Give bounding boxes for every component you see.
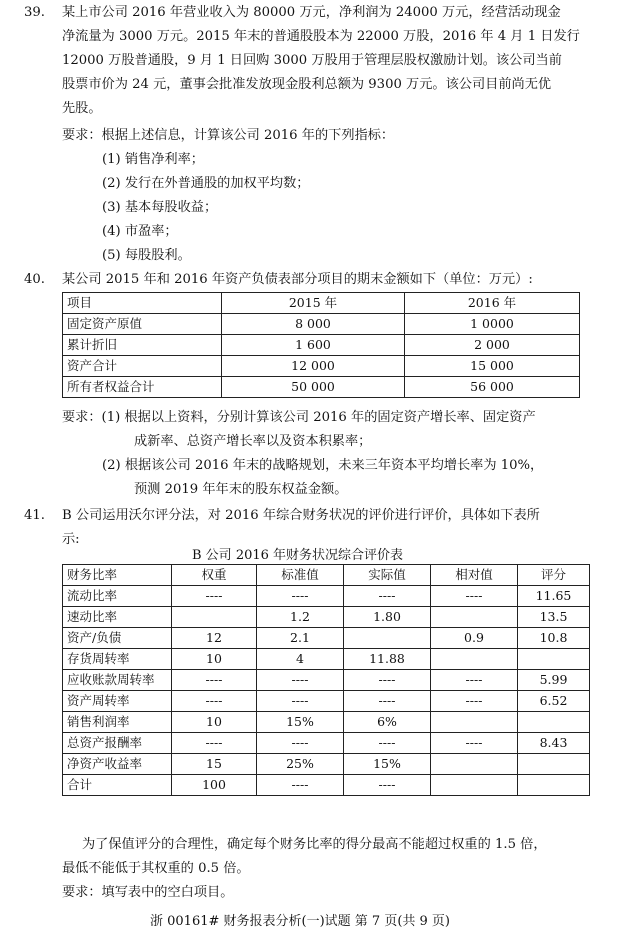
header-cell: 财务比率: [63, 565, 172, 586]
table-cell: ----: [344, 586, 431, 607]
page-footer: 浙 00161# 财务报表分析(一)试题 第 7 页(共 9 页): [150, 914, 451, 929]
table-cell: [518, 649, 590, 670]
table-row: [63, 691, 590, 712]
table-cell: 10: [172, 649, 257, 670]
q41-table-caption: B 公司 2016 年财务状况综合评价表: [192, 548, 404, 563]
table-row: [63, 628, 590, 649]
table-cell: [431, 754, 518, 775]
table-cell: 10: [172, 712, 257, 733]
wall-score-table: [62, 564, 590, 796]
table-row: [63, 314, 580, 335]
table-cell: [431, 712, 518, 733]
table-cell: ----: [431, 691, 518, 712]
table-cell: ----: [431, 733, 518, 754]
table-cell: 6%: [344, 712, 431, 733]
table-cell: 2 000: [405, 335, 580, 356]
table-cell: ----: [172, 586, 257, 607]
table-cell: 净资产收益率: [63, 754, 172, 775]
table-row: [63, 356, 580, 377]
q41-intro-2: 示:: [62, 532, 80, 547]
table-cell: ----: [257, 670, 344, 691]
header-cell: 2016 年: [405, 293, 580, 314]
table-row: [63, 670, 590, 691]
q39-line-5: 先股。: [62, 101, 102, 116]
table-cell: 资产合计: [63, 356, 222, 377]
table-cell: 1 0000: [405, 314, 580, 335]
table-cell: ----: [431, 670, 518, 691]
table-cell: [344, 628, 431, 649]
table-row: [63, 733, 590, 754]
table-header-row: [63, 565, 590, 586]
table-row: [63, 607, 590, 628]
table-cell: ----: [172, 733, 257, 754]
table-cell: 100: [172, 775, 257, 796]
table-cell: 资产/负债: [63, 628, 172, 649]
q39-item-2: (2) 发行在外普通股的加权平均数；: [102, 176, 310, 191]
table-header-row: [63, 293, 580, 314]
table-cell: ----: [257, 691, 344, 712]
table-cell: 5.99: [518, 670, 590, 691]
q39-line-4: 股票市价为 24 元，董事会批准发放现金股利总额为 9300 万元。该公司目前尚无优: [62, 77, 552, 92]
table-cell: [518, 712, 590, 733]
table-cell: 10.8: [518, 628, 590, 649]
table-cell: [431, 775, 518, 796]
table-cell: 56 000: [405, 377, 580, 398]
table-cell: ----: [172, 691, 257, 712]
q41-requirement: 要求：填写表中的空白项目。: [62, 885, 234, 900]
q39-item-3: (3) 基本每股收益；: [102, 200, 218, 215]
table-cell: 合计: [63, 775, 172, 796]
table-cell: [518, 775, 590, 796]
table-cell: 存货周转率: [63, 649, 172, 670]
header-cell: 评分: [518, 565, 590, 586]
table-cell: 11.65: [518, 586, 590, 607]
q39-item-4: (4) 市盈率；: [102, 224, 178, 239]
table-cell: 15%: [257, 712, 344, 733]
table-row: [63, 712, 590, 733]
table-cell: 1.80: [344, 607, 431, 628]
table-cell: ----: [344, 775, 431, 796]
table-cell: ----: [431, 586, 518, 607]
q40-req-3: (2) 根据该公司 2016 年末的战略规划，未来三年资本平均增长率为 10%，: [102, 458, 544, 473]
table-cell: 12: [172, 628, 257, 649]
table-cell: 13.5: [518, 607, 590, 628]
q39-number: 39.: [24, 5, 45, 20]
table-cell: [431, 607, 518, 628]
table-cell: 4: [257, 649, 344, 670]
table-cell: 固定资产原值: [63, 314, 222, 335]
q39-item-1: (1) 销售净利率；: [102, 152, 204, 167]
q39-item-5: (5) 每股股利。: [102, 248, 191, 263]
q41-number: 41.: [24, 508, 45, 523]
q40-req-1: 要求：(1) 根据以上资料，分别计算该公司 2016 年的固定资产增长率、固定资产: [62, 410, 536, 425]
q41-note-1: 为了保值评分的合理性，确定每个财务比率的得分最高不能超过权重的 1.5 倍，: [82, 837, 547, 852]
table-cell: ----: [344, 691, 431, 712]
q39-line-2: 净流量为 3000 万元。2015 年末的普通股股本为 22000 万股，2016 年 4 月 1 日发行: [62, 29, 580, 44]
table-row: [63, 377, 580, 398]
table-cell: 所有者权益合计: [63, 377, 222, 398]
header-cell: 标准值: [257, 565, 344, 586]
table-row: [63, 649, 590, 670]
table-cell: 12 000: [222, 356, 405, 377]
table-cell: 2.1: [257, 628, 344, 649]
header-cell: 实际值: [344, 565, 431, 586]
table-row: [63, 586, 590, 607]
q41-intro-1: B 公司运用沃尔评分法，对 2016 年综合财务状况的评价进行评价，具体如下表所: [62, 508, 540, 523]
table-cell: 0.9: [431, 628, 518, 649]
table-cell: [172, 607, 257, 628]
table-cell: 50 000: [222, 377, 405, 398]
table-cell: 累计折旧: [63, 335, 222, 356]
table-cell: [518, 754, 590, 775]
table-row: [63, 754, 590, 775]
q39-line-3: 12000 万股普通股，9 月 1 日回购 3000 万股用于管理层股权激励计划。该公司当前: [62, 53, 562, 68]
table-cell: 6.52: [518, 691, 590, 712]
header-cell: 2015 年: [222, 293, 405, 314]
table-cell: 资产周转率: [63, 691, 172, 712]
balance-sheet-table: [62, 292, 580, 398]
table-cell: 8 000: [222, 314, 405, 335]
table-cell: 速动比率: [63, 607, 172, 628]
table-cell: 15 000: [405, 356, 580, 377]
q41-note-2: 最低不能低于其权重的 0.5 倍。: [62, 861, 250, 876]
table-cell: 流动比率: [63, 586, 172, 607]
table-cell: 11.88: [344, 649, 431, 670]
table-cell: 25%: [257, 754, 344, 775]
table-row: [63, 775, 590, 796]
table-cell: ----: [344, 733, 431, 754]
header-cell: 相对值: [431, 565, 518, 586]
table-cell: ----: [257, 586, 344, 607]
table-cell: ----: [257, 775, 344, 796]
table-row: [63, 335, 580, 356]
table-cell: 总资产报酬率: [63, 733, 172, 754]
table-cell: ----: [344, 670, 431, 691]
q40-intro: 某公司 2015 年和 2016 年资产负债表部分项目的期末金额如下（单位：万元）:: [62, 272, 533, 287]
header-cell: 项目: [63, 293, 222, 314]
table-cell: 1 600: [222, 335, 405, 356]
table-cell: 销售利润率: [63, 712, 172, 733]
table-cell: ----: [172, 670, 257, 691]
table-cell: 15: [172, 754, 257, 775]
header-cell: 权重: [172, 565, 257, 586]
q39-line-1: 某上市公司 2016 年营业收入为 80000 万元，净利润为 24000 万元，经营活动现金: [62, 5, 561, 20]
q40-number: 40.: [24, 272, 45, 287]
q39-requirement: 要求：根据上述信息，计算该公司 2016 年的下列指标：: [62, 128, 395, 143]
table-cell: 1.2: [257, 607, 344, 628]
table-cell: 8.43: [518, 733, 590, 754]
table-cell: ----: [257, 733, 344, 754]
q40-req-2: 成新率、总资产增长率以及资本积累率；: [134, 434, 372, 449]
table-cell: [431, 649, 518, 670]
q40-req-4: 预测 2019 年年末的股东权益金额。: [134, 482, 348, 497]
table-cell: 应收账款周转率: [63, 670, 172, 691]
table-cell: 15%: [344, 754, 431, 775]
